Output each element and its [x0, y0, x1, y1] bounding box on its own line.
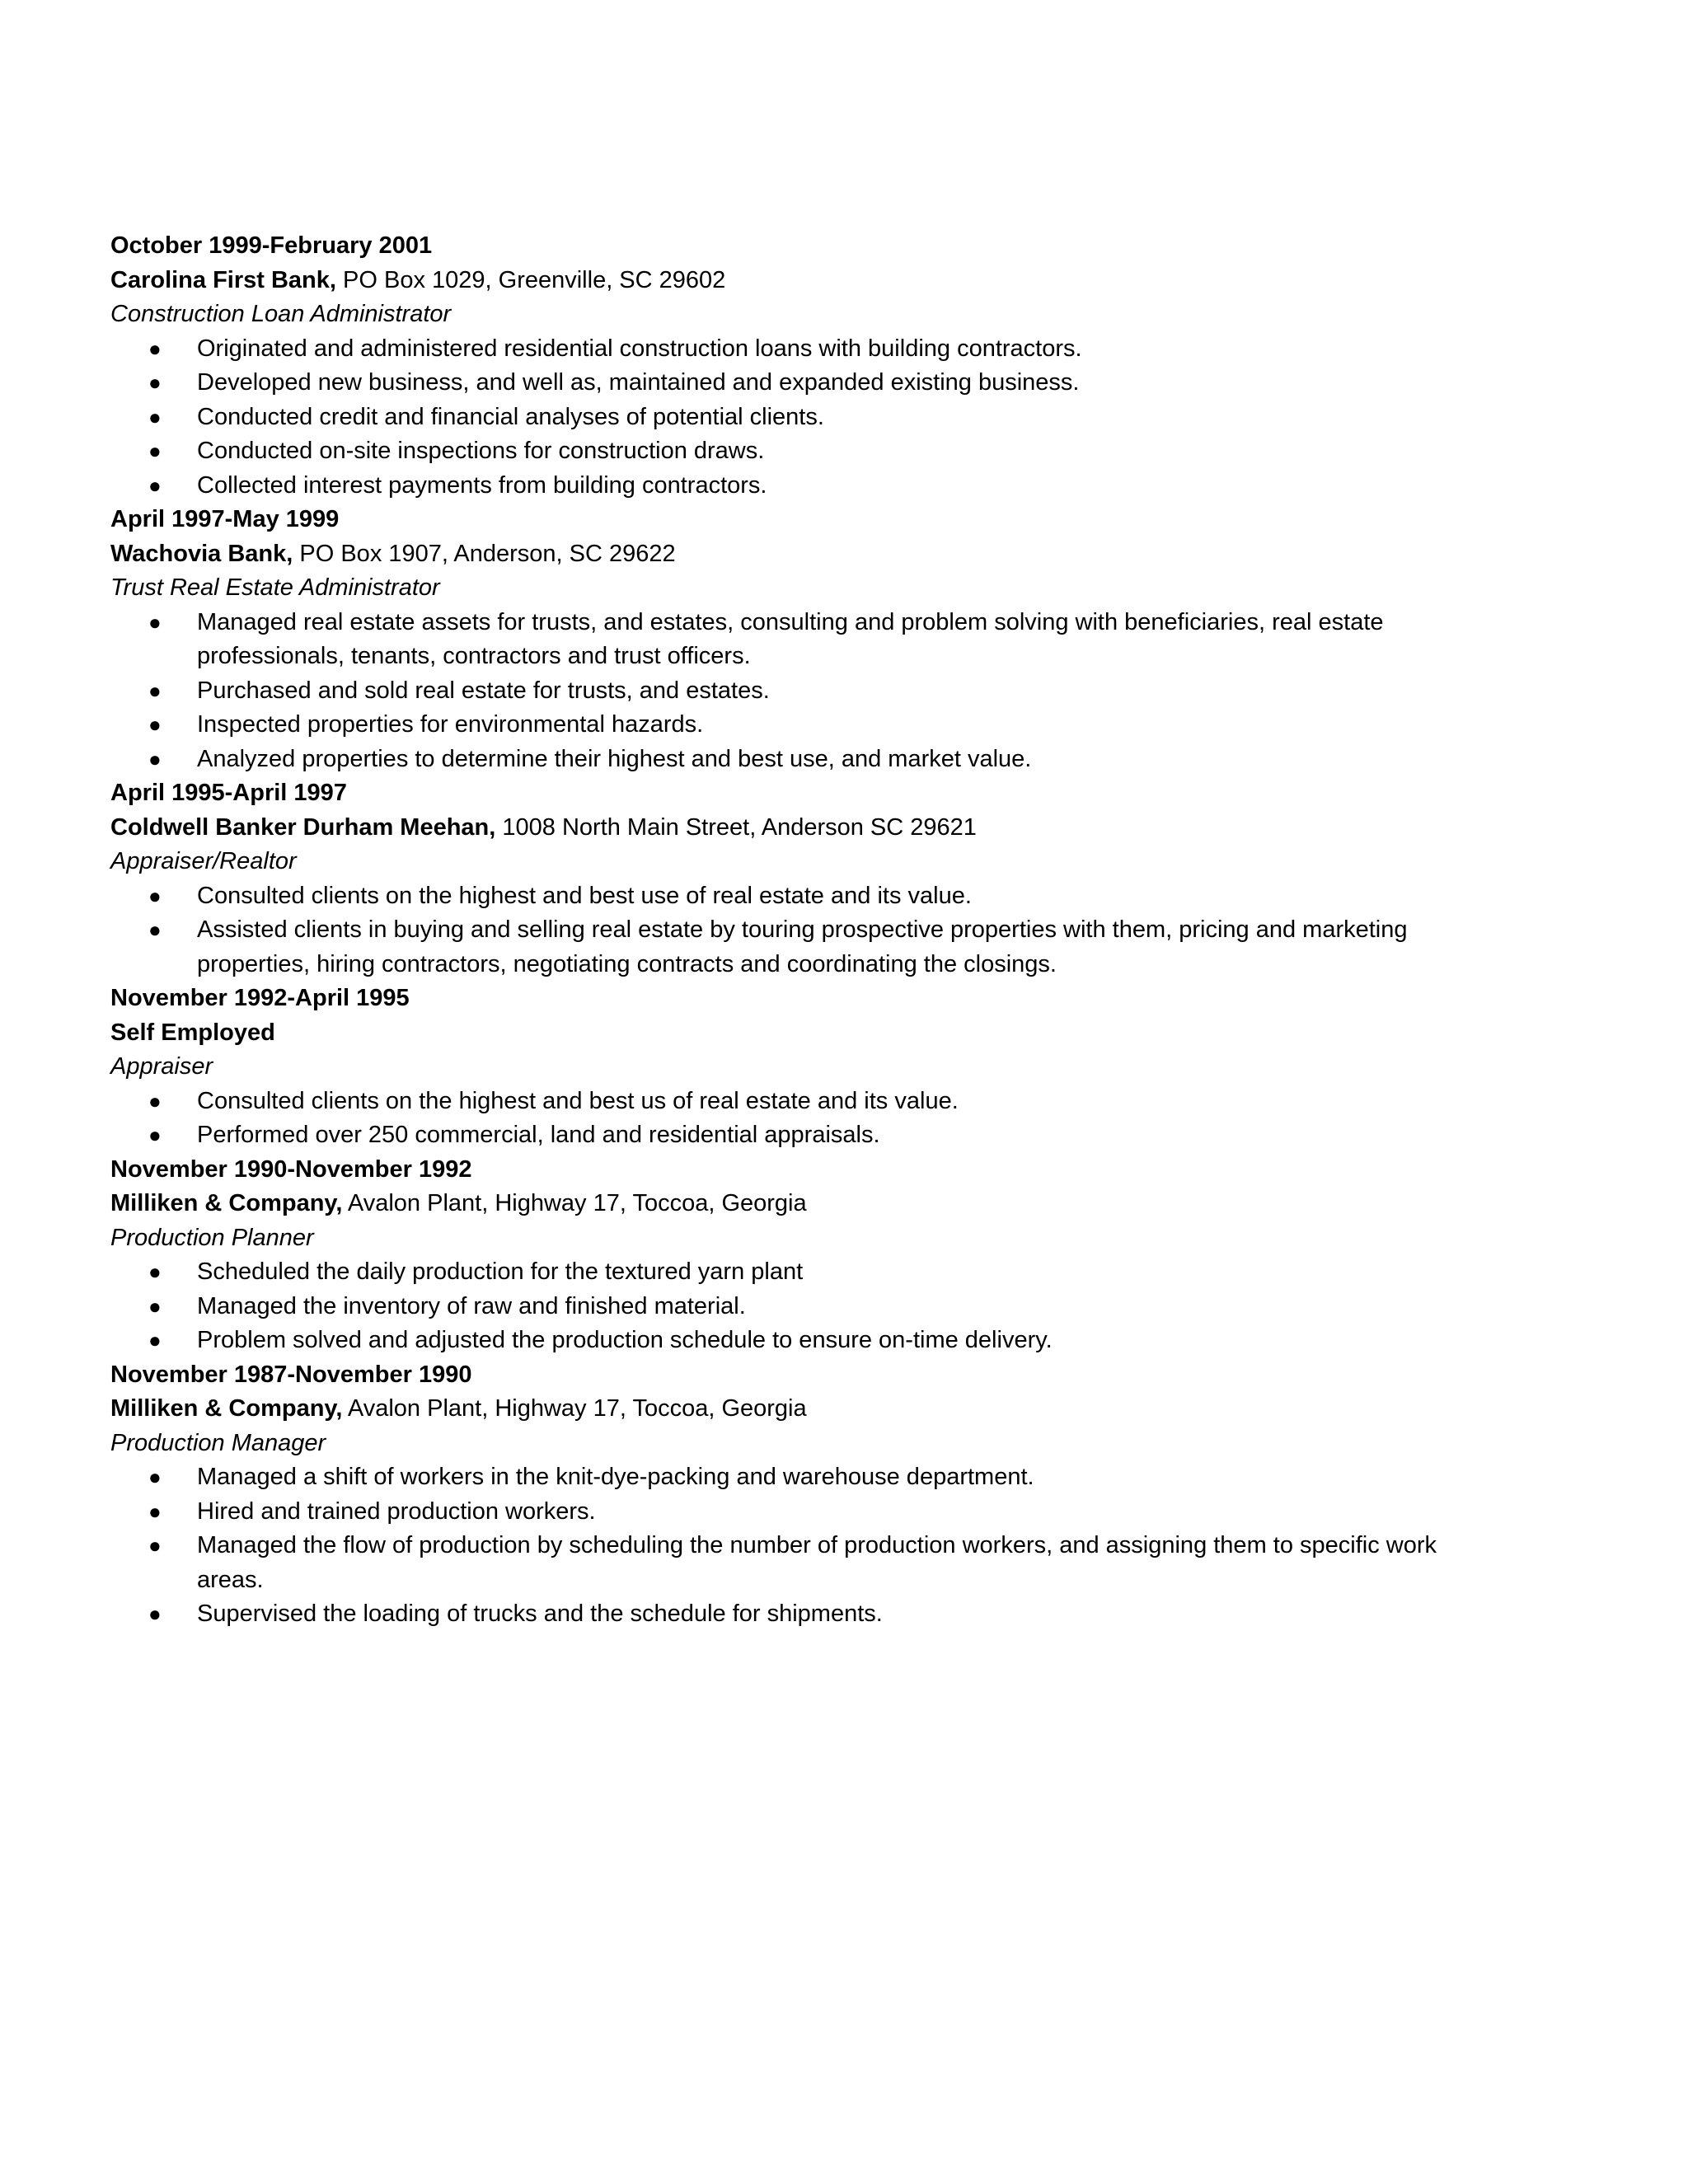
job-employer-line — [110, 1016, 1479, 1051]
bullet-icon: ● — [148, 370, 162, 395]
duty-item — [110, 913, 1483, 982]
job-title: Production Planner — [110, 1224, 314, 1251]
job-dates: April 1995-April 1997 — [110, 780, 347, 806]
duty-item — [110, 1290, 1483, 1324]
employer-name: Carolina First Bank, — [110, 266, 336, 293]
job-title: Appraiser/Realtor — [110, 848, 297, 874]
job-dates: November 1992-April 1995 — [110, 985, 410, 1011]
duty-item — [110, 401, 1483, 435]
bullet-icon: ● — [148, 1533, 162, 1558]
duty-item — [110, 1597, 1483, 1632]
duty-list — [110, 332, 1479, 504]
job-dates: November 1990-November 1992 — [110, 1155, 472, 1183]
duty-item — [110, 1460, 1483, 1495]
employer-address: PO Box 1907, Anderson, SC 29622 — [293, 540, 676, 567]
bullet-icon: ● — [148, 712, 162, 737]
bullet-icon: ● — [148, 1465, 162, 1489]
bullet-icon: ● — [148, 1293, 162, 1319]
bullet-icon: ● — [148, 746, 162, 771]
duty-list — [110, 606, 1479, 777]
duty-item — [110, 1495, 1483, 1530]
work-history — [110, 229, 1479, 1632]
duty-text: Assisted clients in buying and selling real estate by touring prospective properties with them, pricing and marketing properties, hiring contractors, negotiating contracts and coordinating the closings. — [197, 916, 1408, 977]
job-title: Construction Loan Administrator — [110, 301, 452, 327]
employer-name: Milliken & Company, — [110, 1395, 343, 1422]
duty-text: Managed real estate assets for trusts, and estates, consulting and problem solving with beneficiaries, real estate professionals, tenants, contractors and trust officers. — [197, 608, 1384, 669]
job-employer-line — [110, 811, 1479, 846]
job-employer-line — [110, 1392, 1479, 1427]
bullet-icon: ● — [148, 404, 162, 429]
duty-item — [110, 1529, 1483, 1597]
job-entry — [110, 503, 1479, 776]
bullet-icon: ● — [148, 1601, 162, 1626]
duty-list — [110, 1255, 1479, 1358]
duty-text: Analyzed properties to determine their highest and best use, and market value. — [197, 745, 1032, 772]
duty-list — [110, 879, 1479, 982]
duty-item — [110, 743, 1483, 777]
job-entry — [110, 229, 1479, 503]
duty-text: Developed new business, and well as, maintained and expanded existing business. — [197, 369, 1080, 396]
duty-item — [110, 1255, 1483, 1290]
duty-text: Scheduled the daily production for the textured yarn plant — [197, 1258, 804, 1285]
job-employer-line — [110, 264, 1479, 298]
bullet-icon: ● — [148, 472, 162, 498]
duty-text: Hired and trained production workers. — [197, 1497, 596, 1525]
duty-item — [110, 674, 1483, 709]
job-dates: November 1987-November 1990 — [110, 1361, 472, 1388]
bullet-icon: ● — [148, 917, 162, 942]
employer-name: Coldwell Banker Durham Meehan, — [110, 813, 496, 841]
employer-name: Wachovia Bank, — [110, 540, 293, 567]
duty-text: Managed a shift of workers in the knit-dye-packing and warehouse department. — [197, 1464, 1034, 1490]
job-employer-line — [110, 537, 1479, 572]
duty-text: Consulted clients on the highest and best us of real estate and its value. — [197, 1087, 959, 1114]
duty-item — [110, 879, 1483, 914]
employer-address: 1008 North Main Street, Anderson SC 29621 — [495, 813, 977, 841]
duty-text: Conducted credit and financial analyses of potential clients. — [197, 403, 824, 430]
job-dates: October 1999-February 2001 — [110, 232, 433, 259]
bullet-icon: ● — [148, 1259, 162, 1284]
bullet-icon: ● — [148, 609, 162, 635]
job-entry — [110, 1358, 1479, 1632]
employer-address: Avalon Plant, Highway 17, Toccoa, Georgia — [342, 1395, 807, 1422]
duty-text: Collected interest payments from building contractors. — [197, 471, 767, 499]
bullet-icon: ● — [148, 335, 162, 361]
duty-text: Consulted clients on the highest and best use of real estate and its value. — [197, 882, 972, 909]
employer-address: Avalon Plant, Highway 17, Toccoa, Georgia — [342, 1190, 807, 1216]
job-employer-line — [110, 1187, 1479, 1221]
bullet-icon: ● — [148, 1088, 162, 1113]
job-title: Trust Real Estate Administrator — [110, 574, 440, 601]
duty-text: Managed the inventory of raw and finished material. — [197, 1292, 746, 1319]
job-dates: April 1997-May 1999 — [110, 506, 340, 532]
duty-item — [110, 1085, 1483, 1119]
duty-item — [110, 469, 1483, 504]
duty-list — [110, 1085, 1479, 1153]
duty-item — [110, 332, 1483, 367]
employer-address: PO Box 1029, Greenville, SC 29602 — [335, 266, 726, 293]
employer-name: Self Employed — [110, 1019, 275, 1046]
duty-text: Performed over 250 commercial, land and residential appraisals. — [197, 1122, 880, 1148]
bullet-icon: ● — [148, 438, 162, 463]
bullet-icon: ● — [148, 1328, 162, 1352]
duty-item — [110, 1324, 1483, 1358]
job-title: Production Manager — [110, 1429, 326, 1456]
bullet-icon: ● — [148, 883, 162, 908]
duty-item — [110, 434, 1483, 469]
duty-item — [110, 366, 1483, 401]
duty-text: Managed the flow of production by scheduling the number of production workers, and assigning them to specific work areas. — [197, 1532, 1437, 1593]
job-title: Appraiser — [110, 1053, 213, 1080]
duty-text: Purchased and sold real estate for trusts, and estates. — [197, 677, 770, 704]
job-entry — [110, 1153, 1479, 1358]
job-entry — [110, 776, 1479, 982]
bullet-icon: ● — [148, 1498, 162, 1524]
duty-text: Problem solved and adjusted the production schedule to ensure on-time delivery. — [197, 1327, 1053, 1353]
duty-item — [110, 606, 1483, 674]
employer-name: Milliken & Company, — [110, 1190, 343, 1216]
duty-item — [110, 1118, 1483, 1153]
duty-text: Inspected properties for environmental hazards. — [197, 711, 704, 738]
duty-text: Conducted on-site inspections for construction draws. — [197, 438, 765, 464]
duty-text: Supervised the loading of trucks and the schedule for shipments. — [197, 1601, 883, 1627]
bullet-icon: ● — [148, 677, 162, 703]
job-entry — [110, 982, 1479, 1153]
duty-list — [110, 1460, 1479, 1632]
duty-text: Originated and administered residential construction loans with building contractors. — [197, 335, 1082, 362]
bullet-icon: ● — [148, 1122, 162, 1147]
duty-item — [110, 708, 1483, 743]
